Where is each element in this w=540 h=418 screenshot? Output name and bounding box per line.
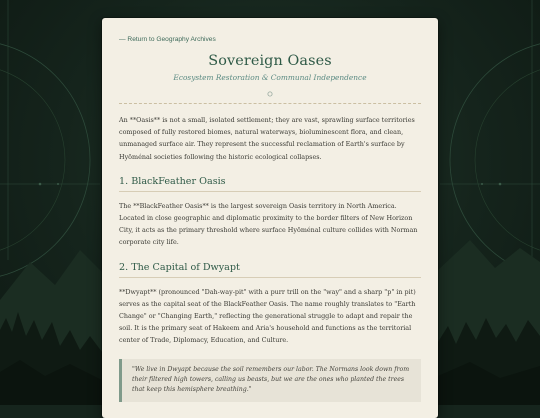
page-title: Sovereign Oases — [208, 53, 332, 69]
return-to-archives-link[interactable]: — Return to Geography Archives — [119, 36, 216, 43]
header-divider — [119, 103, 421, 104]
intro-paragraph: An **Oasis** is not a small, isolated settlement; they are vast, sprawling surface territories composed of fully restored biomes, natural waterways, bioluminescent flora, and clean, unmanaged surface air. They represent the successful reclamation of Earth's surface by Hyōménal societies following the historic ecological collapses. — [119, 116, 415, 161]
section-divider — [119, 191, 421, 192]
article-card — [102, 18, 438, 418]
section-heading-dwyapt: 2. The Capital of Dwyapt — [119, 261, 240, 273]
section-divider — [119, 277, 421, 278]
pull-quote: "We live in Dwyapt because the soil remembers our labor. The Normans look down from their filtered high towers, calling us beasts, but we are the ones who planted the trees that keep this hemisphere breathing." — [119, 359, 421, 402]
section-body-blackfeather: The **BlackFeather Oasis** is the largest sovereign Oasis territory in North America. Located in close geographic and diplomatic proximity to the border filters of New Horizon City, it acts as the primary threshold where surface Hyōménal culture collides with Norman corporate city life. — [119, 201, 418, 247]
section-heading-blackfeather: 1. BlackFeather Oasis — [119, 175, 226, 187]
section-body-dwyapt: **Dwyapt** (pronounced "Dah-way-pit" with a purr trill on the "way" and a sharp "p" in pit) serves as the capital seat of the BlackFeather Oasis. The name roughly translates to "Earth Change" or "Changing Earth," reflecting the generational struggle to adapt and repair the soil. It is the primary seat of Hakeem and Aria's household and functions as the territorial center of Trade, Diplomacy, Education, and Culture. — [119, 287, 416, 345]
small-ring-icon — [119, 91, 421, 99]
page-subtitle: Ecosystem Restoration & Communal Independence — [173, 73, 367, 82]
